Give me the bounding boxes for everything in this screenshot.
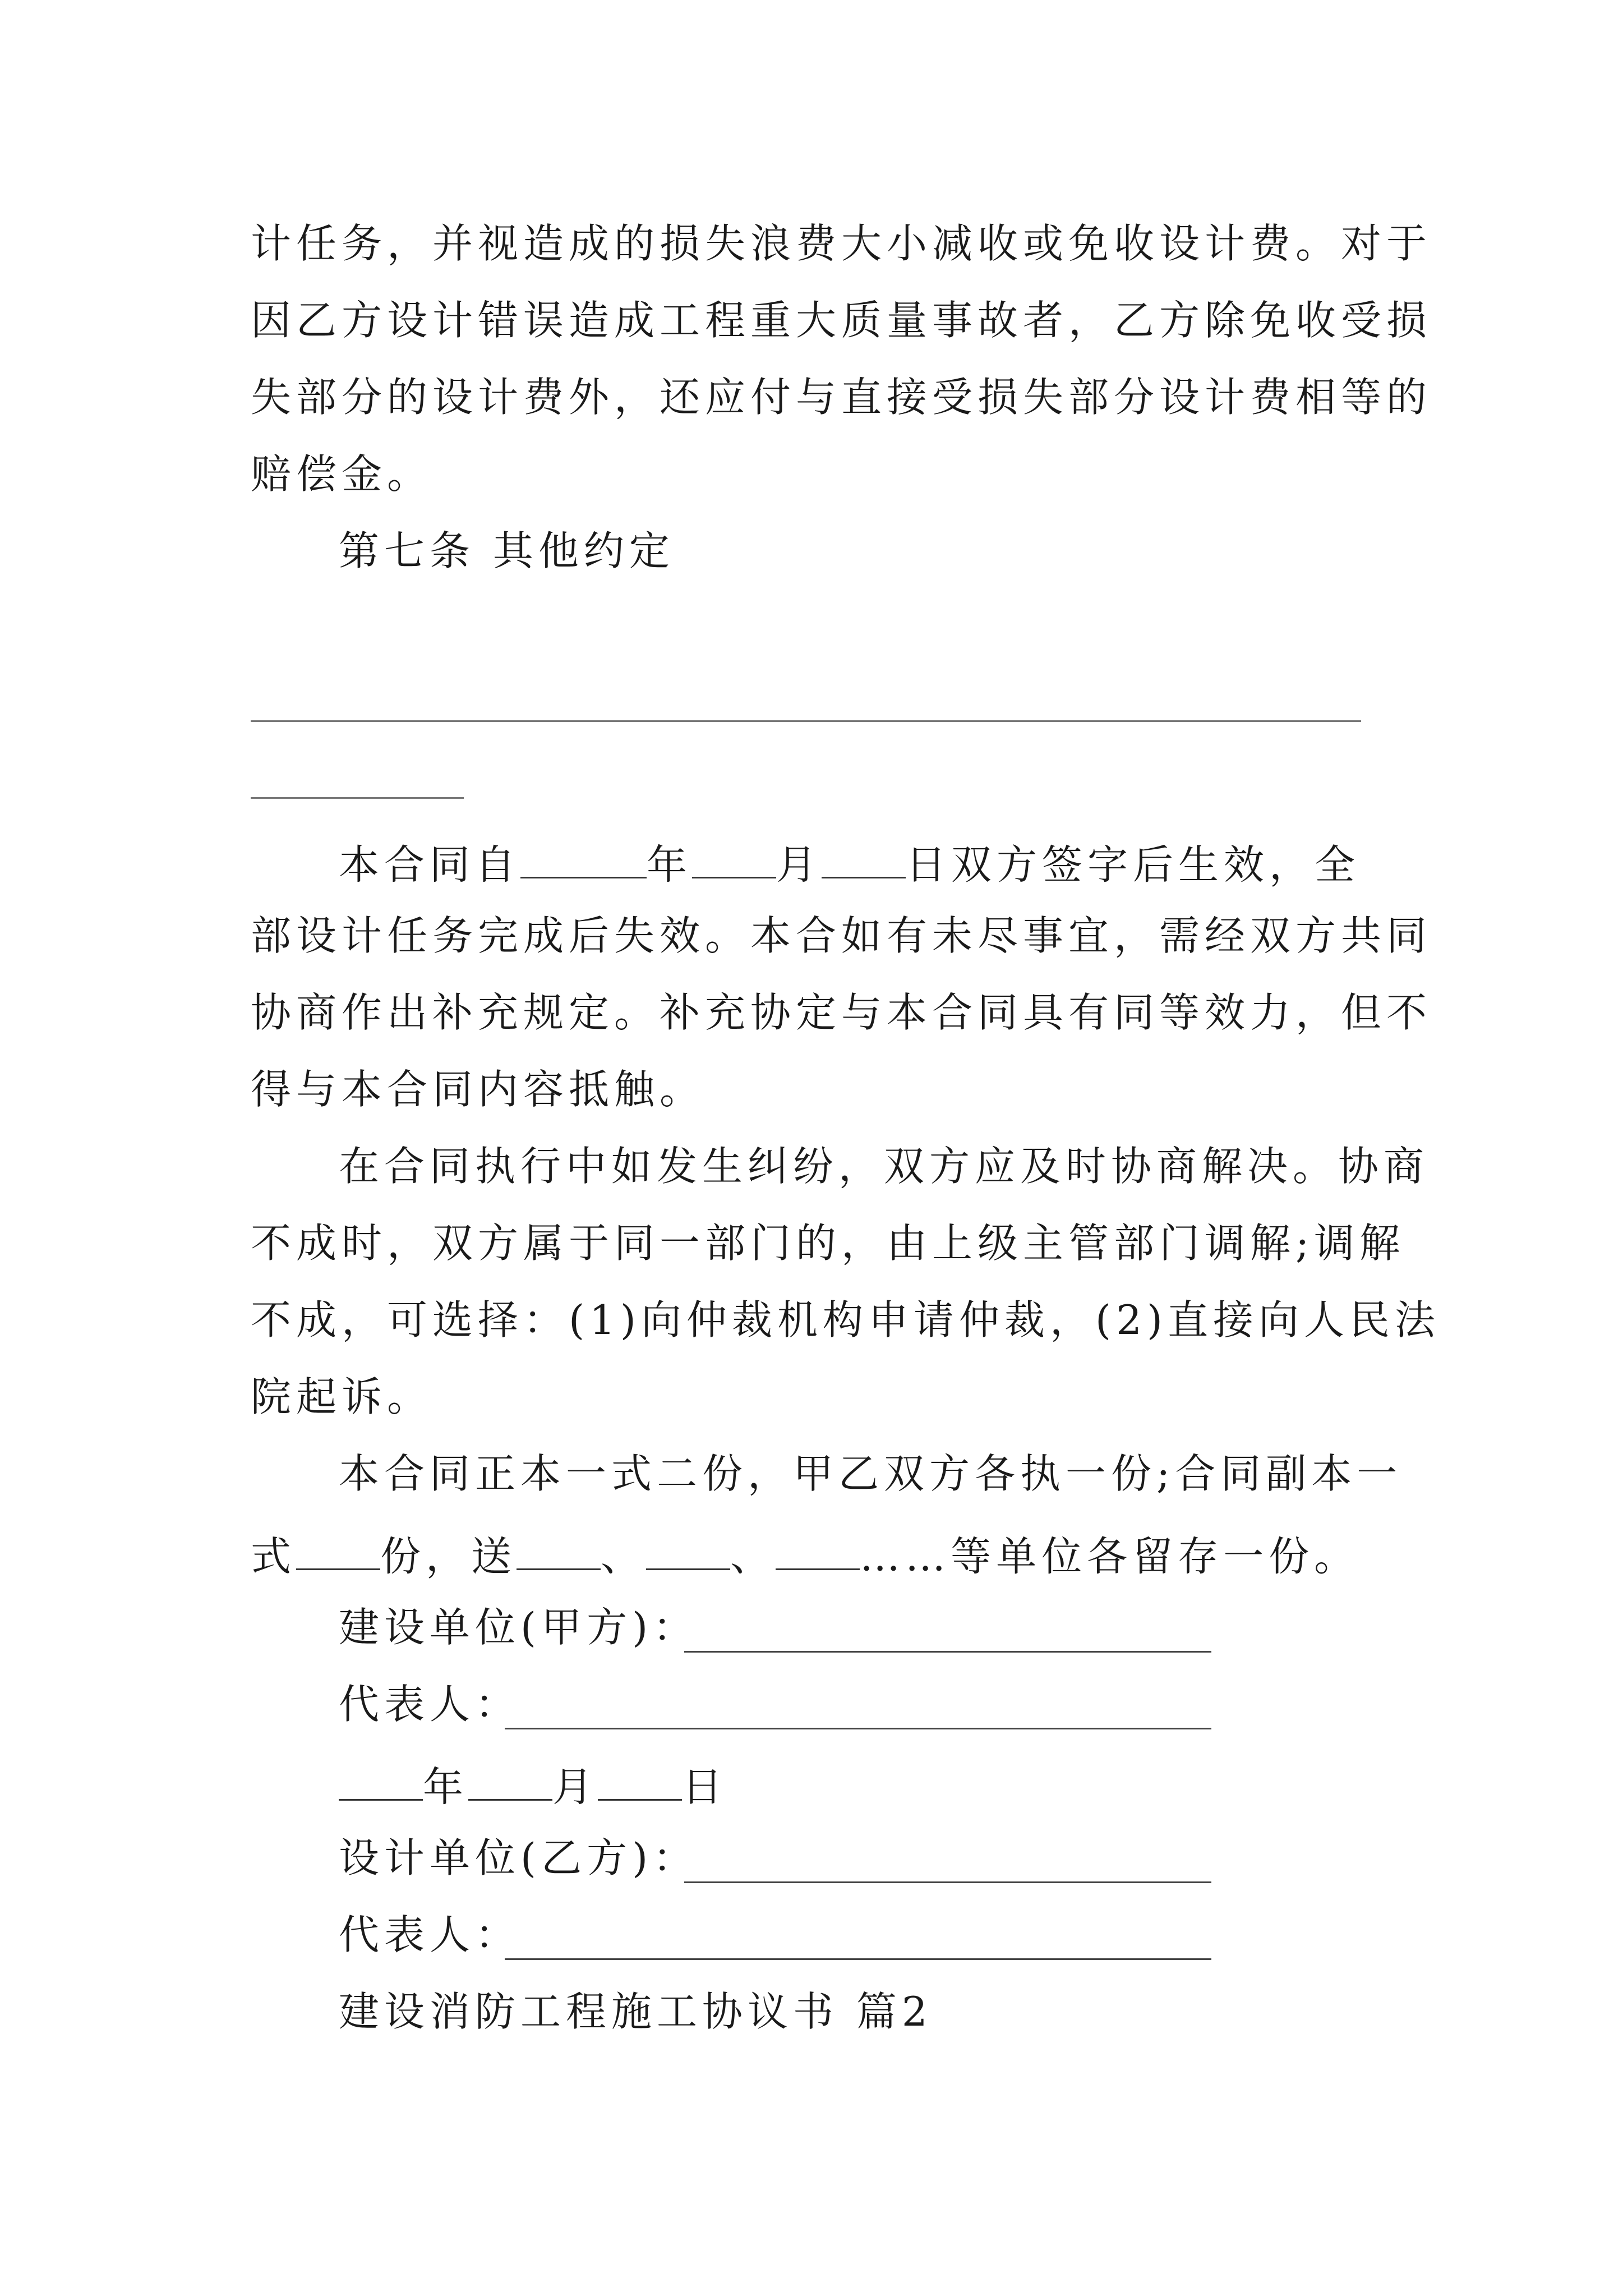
paragraph-line: 赔偿金。 <box>251 450 433 498</box>
party-a-signature-line <box>684 1651 1211 1653</box>
text-segment: 日双方签字后生效，全 <box>906 841 1361 889</box>
paragraph-line: 协商作出补充规定。补充协定与本合同具有同等效力，但不 <box>251 989 1432 1036</box>
text-segment: 本合同自 <box>339 841 521 889</box>
text-segment: 日 <box>682 1763 728 1811</box>
fill-in-rule <box>251 720 1361 722</box>
section-title: 建设消防工程施工协议书 篇2 <box>339 1988 933 2035</box>
fill-in-rule <box>251 797 464 799</box>
text-segment: 年 <box>423 1763 469 1811</box>
paragraph-line: 院起诉。 <box>251 1373 433 1420</box>
text-segment: 年 <box>647 841 693 889</box>
year-blank <box>339 1761 423 1801</box>
copies-line <box>251 1530 1360 1580</box>
text-segment: 式 <box>251 1533 297 1580</box>
paragraph-line: 计任务，并视造成的损失浪费大小减收或免收设计费。对于 <box>251 220 1432 267</box>
day-blank <box>598 1761 682 1801</box>
rep-b-label: 代表人： <box>339 1911 521 1958</box>
text-segment: 月 <box>776 841 822 889</box>
text-segment: ……等单位各留存一份。 <box>860 1533 1360 1580</box>
month-blank <box>692 839 776 878</box>
sign-date-line <box>339 1761 728 1811</box>
day-blank <box>822 839 906 878</box>
rep-a-label: 代表人： <box>339 1681 521 1728</box>
text-segment: 、 <box>601 1533 647 1580</box>
copies-blank <box>296 1530 380 1570</box>
paragraph-line: 在合同执行中如发生纠纷，双方应及时协商解决。协商 <box>339 1143 1430 1190</box>
paragraph-line: 得与本合同内容抵触。 <box>251 1066 706 1113</box>
text-segment: 份，送 <box>380 1533 517 1580</box>
paragraph-line: 因乙方设计错误造成工程重大质量事故者，乙方除免收受损 <box>251 297 1432 344</box>
party-a-label: 建设单位(甲方)： <box>339 1604 699 1651</box>
party-b-signature-line <box>684 1881 1211 1883</box>
paragraph-line: 不成时，双方属于同一部门的，由上级主管部门调解;调解 <box>251 1220 1405 1267</box>
text-segment: 、 <box>730 1533 776 1580</box>
paragraph-line: 部设计任务完成后失效。本合如有未尽事宜，需经双方共同 <box>251 912 1432 959</box>
rep-a-signature-line <box>505 1728 1211 1729</box>
month-blank <box>468 1761 552 1801</box>
effective-date-line <box>339 839 1361 889</box>
paragraph-line: 不成，可选择：(1)向仲裁机构申请仲裁，(2)直接向人民法 <box>251 1296 1440 1343</box>
text-segment: 月 <box>552 1763 598 1811</box>
recipient-blank <box>776 1530 860 1570</box>
party-b-label: 设计单位(乙方)： <box>339 1834 699 1881</box>
year-blank <box>520 839 647 878</box>
recipient-blank <box>517 1530 601 1570</box>
article-heading: 第七条 其他约定 <box>339 527 675 574</box>
paragraph-line: 失部分的设计费外，还应付与直接受损失部分设计费相等的 <box>251 374 1432 421</box>
recipient-blank <box>646 1530 730 1570</box>
paragraph-line: 本合同正本一式二份，甲乙双方各执一份;合同副本一 <box>339 1450 1403 1497</box>
rep-b-signature-line <box>505 1958 1211 1960</box>
